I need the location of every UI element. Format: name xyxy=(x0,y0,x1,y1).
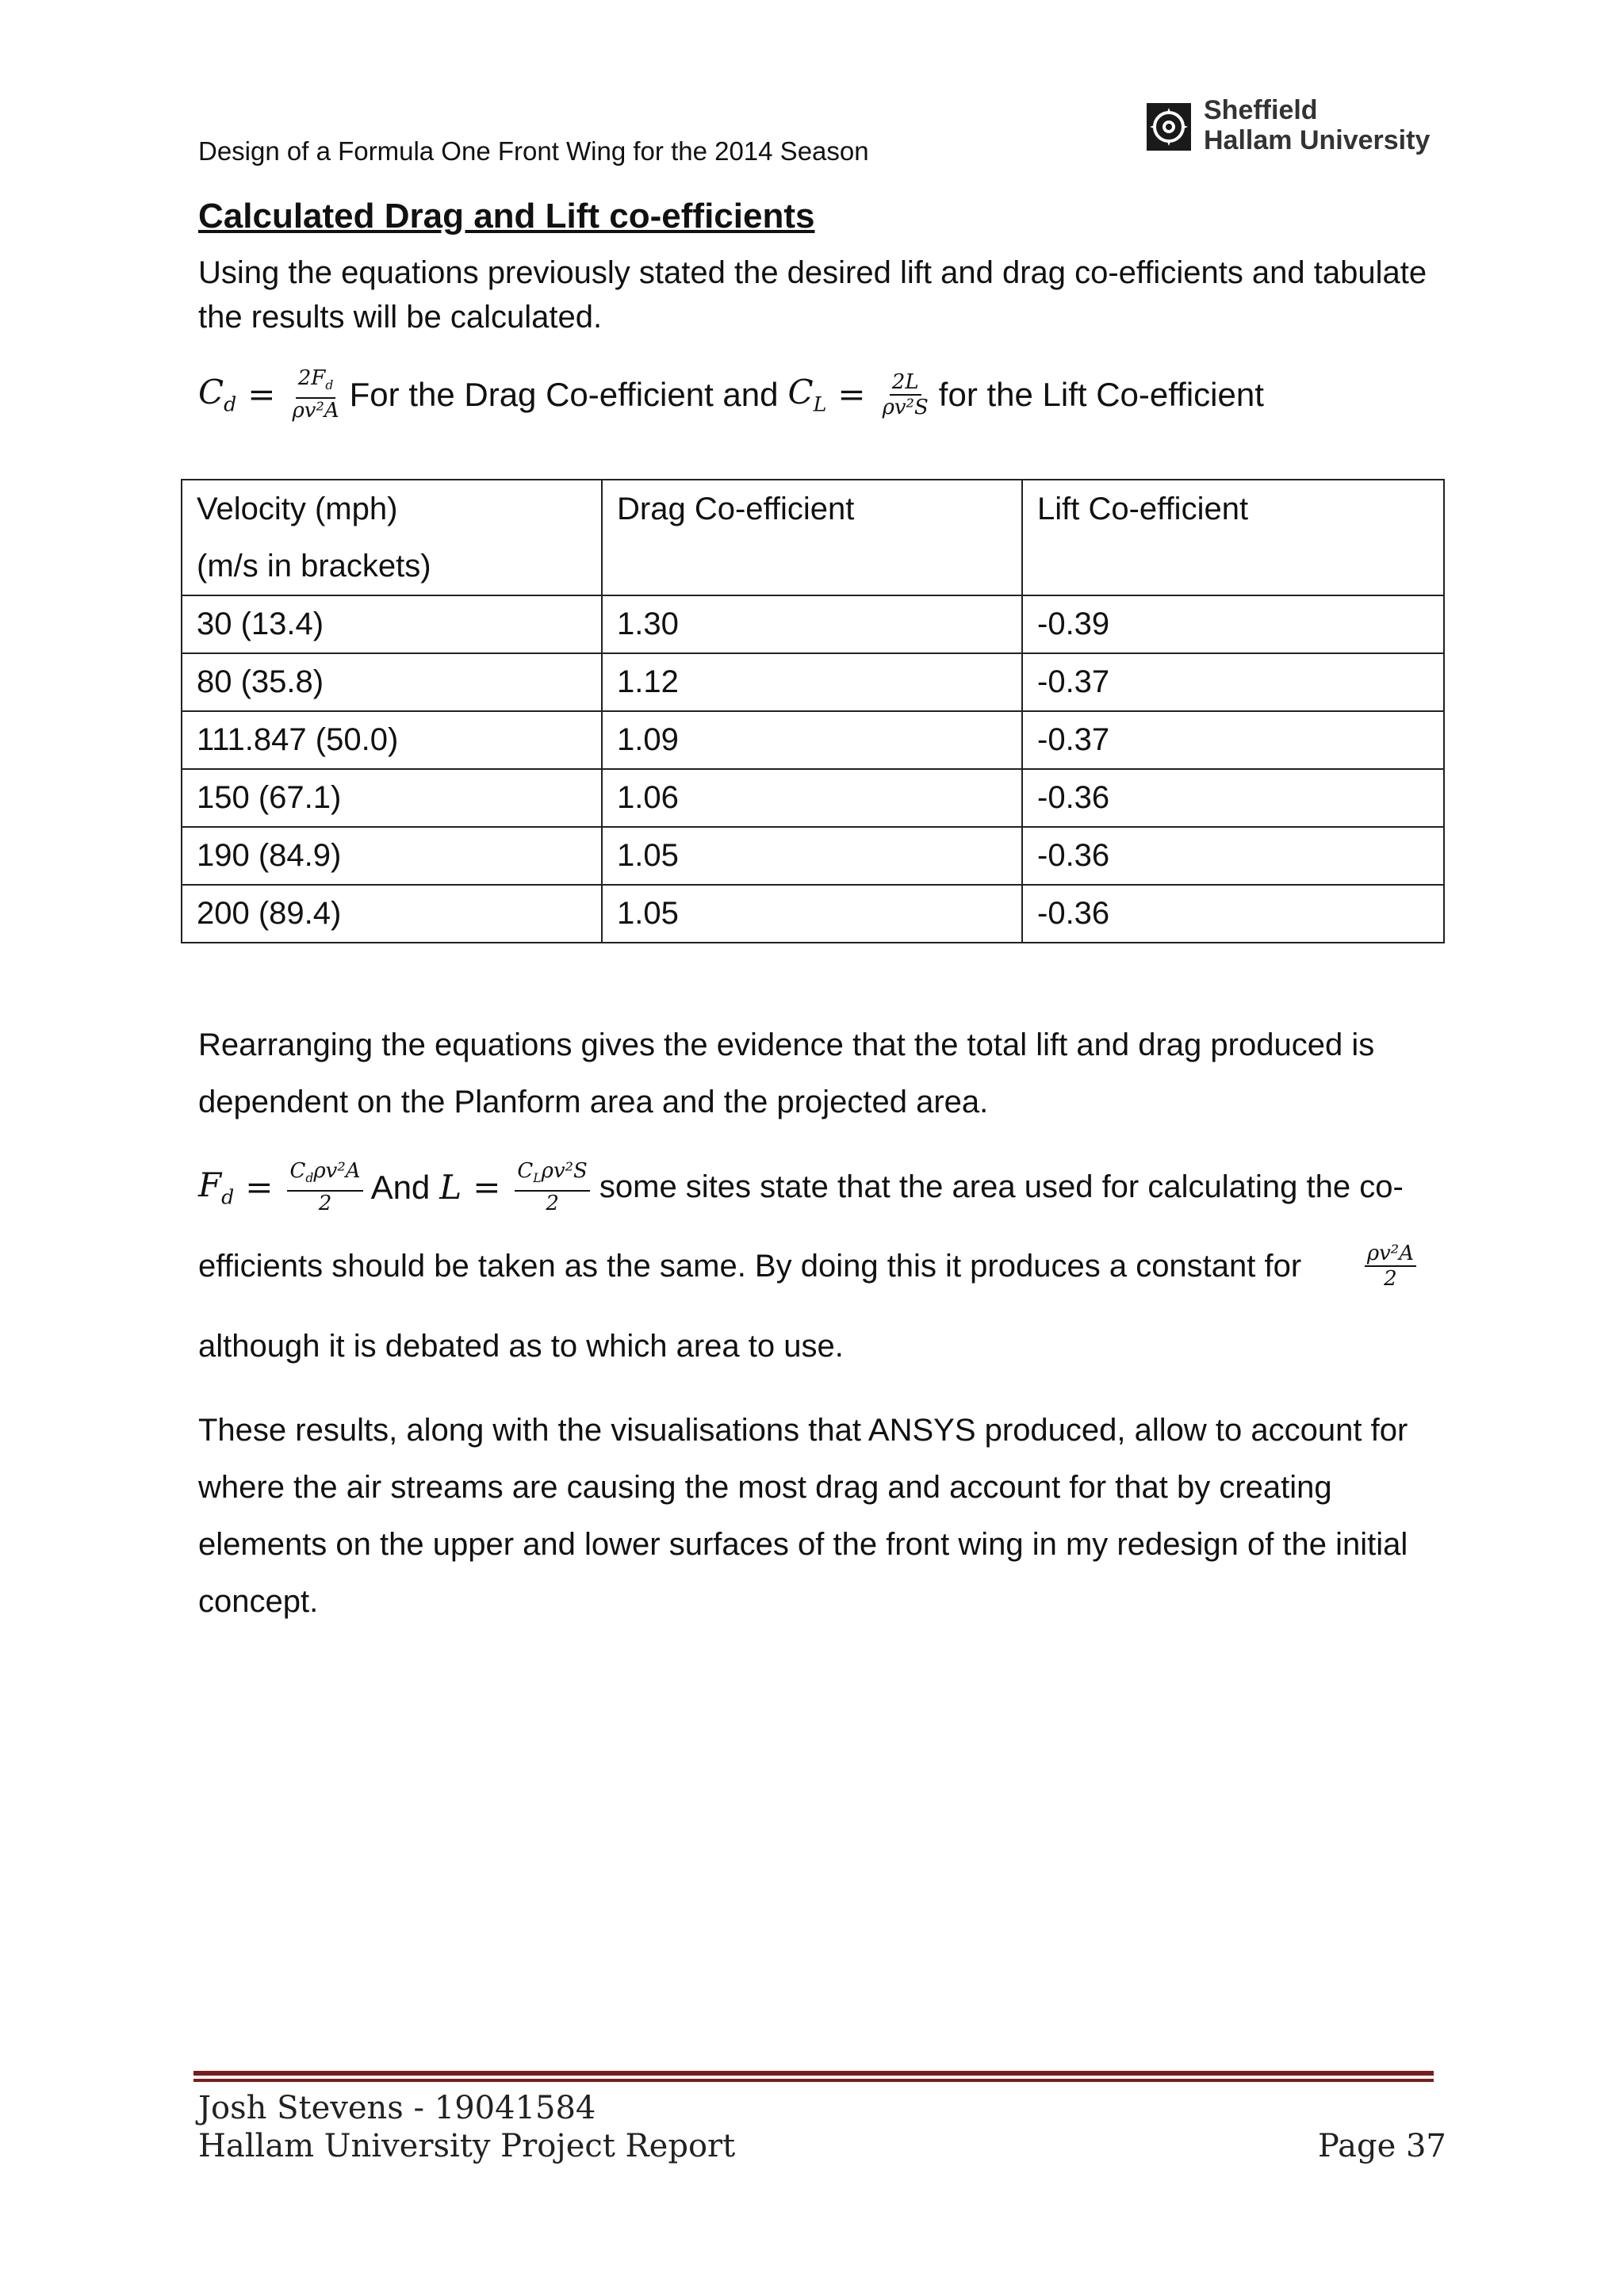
cell-drag: 1.30 xyxy=(602,595,1022,653)
table-header-row xyxy=(182,480,1444,595)
lift-eq-text: for the Lift Co-efficient xyxy=(938,375,1264,413)
footer-author: Josh Stevens - 19041584 xyxy=(198,2090,596,2126)
cd-fraction: $\frac{2F_d}{\text{ρv²A}}$ xyxy=(292,366,339,423)
university-crest-icon xyxy=(1145,101,1193,152)
cell-lift: -0.36 xyxy=(1022,827,1444,885)
coefficient-equations xyxy=(198,366,1264,423)
cd-symbol: $C_d$ xyxy=(198,373,237,416)
footer-rule xyxy=(193,2071,1434,2076)
table-row xyxy=(182,827,1444,885)
constant-fraction: $\frac{\text{ρv²A}}{2}$ xyxy=(1365,1242,1416,1291)
and-text: And xyxy=(370,1168,431,1206)
footer-report: Hallam University Project Report xyxy=(198,2128,736,2164)
constant-line xyxy=(198,1242,1419,1291)
cell-velocity: 80 (35.8) xyxy=(182,653,602,711)
table-row xyxy=(182,885,1444,943)
header-drag: Drag Co-efficient xyxy=(602,480,1022,595)
cell-velocity: 111.847 (50.0) xyxy=(182,711,602,769)
cell-lift: -0.36 xyxy=(1022,885,1444,943)
section-heading: Calculated Drag and Lift co-efficients xyxy=(198,197,815,235)
footer-rule xyxy=(193,2079,1434,2082)
equals-sign: = xyxy=(247,375,276,415)
page-number: Page 37 xyxy=(1318,2128,1446,2164)
fd-symbol: $F_d$ xyxy=(198,1165,235,1209)
logo-text-line1: Sheffield xyxy=(1204,95,1318,125)
cell-lift: -0.37 xyxy=(1022,711,1444,769)
l-symbol: L xyxy=(439,1168,462,1207)
header-velocity: Velocity (mph) (m/s in brackets) xyxy=(182,480,602,595)
cell-lift: -0.36 xyxy=(1022,769,1444,827)
cell-velocity: 30 (13.4) xyxy=(182,595,602,653)
table-row xyxy=(182,595,1444,653)
fd-fraction: $\frac{C_d\rho v^2A}{2}$ xyxy=(287,1159,362,1215)
header-lift: Lift Co-efficient xyxy=(1022,480,1444,595)
debated-paragraph: although it is debated as to which area to use. xyxy=(198,1329,844,1364)
results-paragraph: These results, along with the visualisations that ANSYS produced, allow to account for where the air streams are causing the most drag and account for that by creating elements on the upper and lower surfaces of the front wing in my redesign of the initial concept. xyxy=(198,1413,1408,1619)
drag-eq-text: For the Drag Co-efficient and xyxy=(349,375,779,413)
logo-text-line2: Hallam University xyxy=(1204,125,1431,155)
cell-drag: 1.06 xyxy=(602,769,1022,827)
cell-drag: 1.09 xyxy=(602,711,1022,769)
eq2-text: some sites state that the area used for calculating the co- xyxy=(599,1169,1404,1205)
cell-lift: -0.37 xyxy=(1022,653,1444,711)
table-row xyxy=(182,711,1444,769)
l-fraction: $\frac{C_L\rho v^2S}{2}$ xyxy=(515,1159,589,1215)
cell-velocity: 200 (89.4) xyxy=(182,885,602,943)
cl-symbol: $C_L$ xyxy=(787,373,827,416)
cell-drag: 1.12 xyxy=(602,653,1022,711)
cell-lift: -0.39 xyxy=(1022,595,1444,653)
cell-velocity: 150 (67.1) xyxy=(182,769,602,827)
eq3-text: efficients should be taken as the same. By doing this it produces a constant for xyxy=(198,1248,1302,1284)
coefficient-table xyxy=(181,479,1445,943)
table-row xyxy=(182,653,1444,711)
cell-drag: 1.05 xyxy=(602,885,1022,943)
force-equations xyxy=(198,1159,1404,1215)
cell-drag: 1.05 xyxy=(602,827,1022,885)
rearranging-paragraph: Rearranging the equations gives the evidence that the total lift and drag produced is dependent on the Planform area and the projected area. xyxy=(198,1027,1375,1119)
cl-fraction: $\frac{2L}{\text{ρv²S}}$ xyxy=(882,369,929,419)
intro-paragraph: Using the equations previously stated the desired lift and drag co-efficients and tabulate the results will be calculated. xyxy=(198,255,1427,335)
running-header-title: Design of a Formula One Front Wing for the 2014 Season xyxy=(198,136,869,166)
university-logo xyxy=(1145,95,1431,166)
cell-velocity: 190 (84.9) xyxy=(182,827,602,885)
equals-sign: = xyxy=(473,1168,501,1207)
equals-sign: = xyxy=(245,1168,274,1207)
equals-sign: = xyxy=(837,375,866,415)
table-row xyxy=(182,769,1444,827)
